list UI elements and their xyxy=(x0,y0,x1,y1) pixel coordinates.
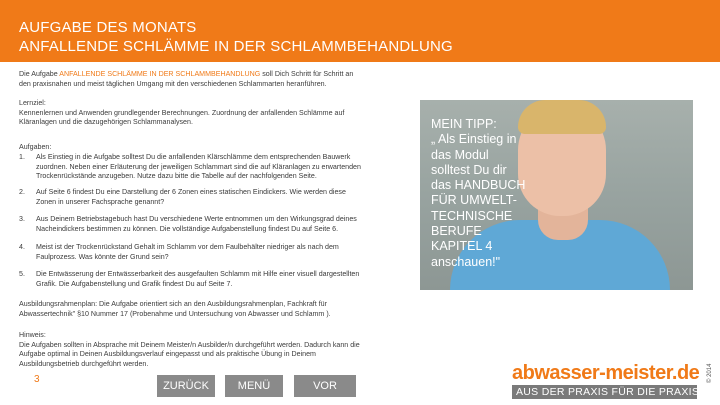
task-number: 5. xyxy=(19,270,25,278)
tip-line: solltest Du dir xyxy=(431,162,507,177)
tip-line: das Modul xyxy=(431,147,489,162)
next-button[interactable]: VOR xyxy=(294,375,356,397)
lernziel-line1: Kennenlernen und Anwenden grundlegender Berechnungen. Zuordnung der anfallenden Schlämme auf xyxy=(19,108,345,117)
intro-highlight: ANFALLENDE SCHLÄMME IN DER SCHLAMMBEHANDLUNG xyxy=(59,70,261,78)
page-subtitle: ANFALLENDE SCHLÄMME IN DER SCHLAMMBEHANDLUNG xyxy=(19,38,453,55)
intro-before: Die Aufgabe xyxy=(19,70,60,78)
task-line: zuordnen. Neben einer Erläuterung der jeweiligen Schlammart sind die auf Kläranlagen zu erwartenden xyxy=(36,162,361,171)
header-banner xyxy=(0,0,720,62)
task-number: 3. xyxy=(19,215,25,223)
task-line: Nacheindickers bestimmen zu können. Die vollständige Aufgabenstellung findest Du auf Seite 6. xyxy=(36,224,339,233)
tip-line: das HANDBUCH xyxy=(431,178,526,193)
lernziel-line2: Kläranlagen und die dazugehörigen Schlammanalysen. xyxy=(19,118,193,127)
task-line: Auf Seite 6 findest Du eine Darstellung der 6 Zonen eines statischen Eindickers. Wie werden diese xyxy=(36,188,346,196)
intro-text xyxy=(19,70,409,89)
task-number: 1. xyxy=(19,153,25,161)
tip-line: BERUFE xyxy=(431,224,482,239)
task-line: Trockenrückstände anzugeben. Nutze dazu bitte die Tabelle auf der nachfolgenden Seite. xyxy=(36,172,317,181)
copyright-text: © 2014 xyxy=(707,363,713,383)
rahmenplan-line1: Ausbildungsrahmenplan: Die Aufgabe orientiert sich an den Ausbildungsrahmenplan, Fachkraft für xyxy=(19,300,327,308)
lernziel-section xyxy=(19,99,419,128)
task-line: Meist ist der Trockenrückstand Gehalt im Schlamm vor dem Faulbehälter niedriger als nach dem xyxy=(36,243,339,251)
hinweis-line3: Ausbildungsbetrieb durchgeführt werden. xyxy=(19,359,149,368)
hinweis-section xyxy=(19,331,429,369)
page-number: 3 xyxy=(34,374,40,385)
copyright-note xyxy=(700,300,714,390)
intro-after: soll Dich Schritt für Schritt an xyxy=(260,70,354,78)
task-line: Aus Deinem Betriebstagebuch hast Du verschiedene Werte entnommen um den Wirkungsgrad deines xyxy=(36,215,357,223)
task-line: Die Entwässerung der Entwässerbarkeit des ausgefaulten Schlamm mit Hilfe einer visuell dargestellten xyxy=(36,270,360,278)
page-title: AUFGABE DES MONATS xyxy=(19,19,197,36)
task-line: Grafik. Die Aufgabenstellung und Grafik findest Du auf Seite 7. xyxy=(36,279,233,288)
task-number: 4. xyxy=(19,243,25,251)
hinweis-line1: Die Aufgaben sollten in Absprache mit Deinem Meister/n Ausbilder/n durchgeführt werden. Dadurch kann die xyxy=(19,340,360,349)
hinweis-line2: Aufgabe optimal in Deinen Ausbildungsverlauf eingepasst und als praktische Übung in Deinem xyxy=(19,350,316,359)
rahmenplan-section xyxy=(19,300,419,319)
back-button[interactable]: ZURÜCK xyxy=(157,375,215,397)
tip-line: MEIN TIPP: xyxy=(431,117,497,131)
brand-tagline: AUS DER PRAXIS FÜR DIE PRAXIS xyxy=(512,385,697,399)
tip-line: „ Als Einstieg in xyxy=(431,132,517,147)
tip-line: FÜR UMWELT- xyxy=(431,193,517,208)
tip-line: TECHNISCHE xyxy=(431,208,513,223)
task-line: Als Einstieg in die Aufgabe solltest Du die anfallenden Klärschlämme dem entsprechenden Bauwerk xyxy=(36,153,351,161)
task-line: Zonen in unserer Fachsprache genannt? xyxy=(36,197,165,206)
tip-line: KAPITEL 4 xyxy=(431,239,493,254)
rahmenplan-line2: Abwassertechnik" §10 Nummer 17 (Probenahme und Untersuchung von Abwasser und Schlamm ). xyxy=(19,309,331,318)
intro-line2: den praxisnahen und meist täglichen Umgang mit den verschiedenen Schlammarten heranführen. xyxy=(19,79,327,88)
menu-button[interactable]: MENÜ xyxy=(225,375,283,397)
task-line: Faulprozess. Was könnte der Grund sein? xyxy=(36,252,169,261)
brand-name: abwasser-meister.de xyxy=(512,362,700,384)
tip-box xyxy=(431,117,571,270)
task-number: 2. xyxy=(19,188,25,196)
brand-logo[interactable] xyxy=(512,362,700,402)
aufgaben-label: Aufgaben: xyxy=(19,143,52,151)
lernziel-label: Lernziel: xyxy=(19,99,46,107)
tip-line: anschauen!" xyxy=(431,254,501,269)
hinweis-label: Hinweis: xyxy=(19,331,46,339)
